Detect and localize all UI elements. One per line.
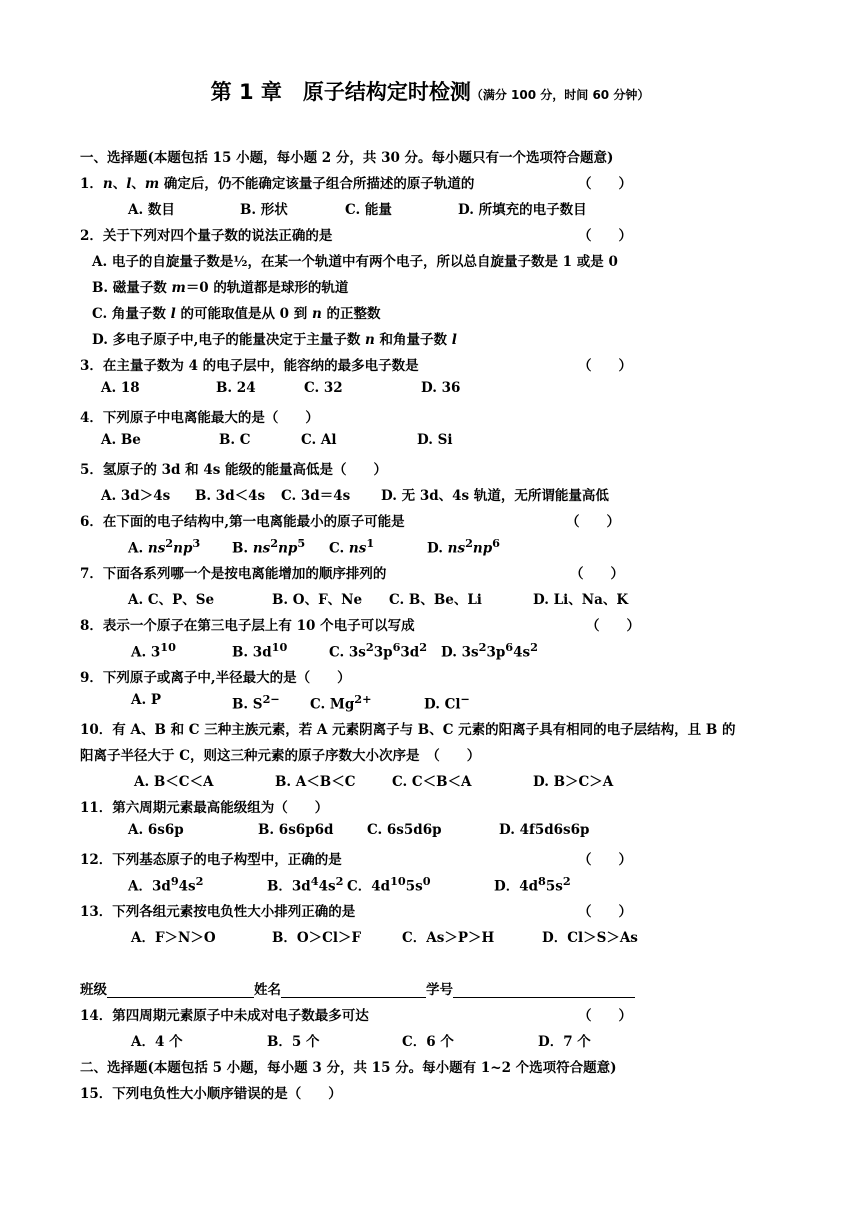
q1-option-b: B. 形状 (240, 202, 288, 218)
q2-option-a: A. 电子的自旋量子数是½，在某一个轨道中有两个电子，所以总自旋量子数是 1 或是 0 (92, 254, 618, 270)
q9-option-a: A. P (131, 692, 162, 708)
q11-option-c: C. 6s5d6p (367, 822, 442, 838)
q6-option-d: D. $ns^2np^6$ (427, 536, 500, 557)
q14-option-d: D．7 个 (538, 1034, 591, 1050)
q5-option-b: B. 3d＜4s (195, 488, 266, 504)
q3-option-c: C. 32 (304, 380, 343, 396)
q7-option-a: A. C、P、Se (128, 592, 215, 608)
name-label: 姓名 (254, 982, 281, 998)
question-12-stem: 12．下列基态原子的电子构型中，正确的是 (80, 852, 342, 868)
q14-option-b: B．5 个 (267, 1034, 320, 1050)
page-title (0, 76, 860, 106)
q3-option-b: B. 24 (216, 380, 256, 396)
q9-option-d: D. Cl− (424, 692, 470, 713)
q6-option-b: B. $ns^2np^5$ (232, 536, 306, 557)
q12-option-d: D．$4d^85s^2$ (494, 874, 571, 895)
answer-blank: （ ） (578, 228, 632, 244)
class-field[interactable] (107, 983, 254, 998)
q13-option-d: D．Cl＞S＞As (542, 930, 638, 946)
q13-option-c: C．As＞P＞H (402, 930, 495, 946)
answer-blank: （ ） (586, 618, 640, 634)
q10-option-b: B. A＜B＜C (275, 774, 356, 790)
q8-option-a: A. $3^{10}$ (131, 640, 176, 661)
q10-option-d: D. B＞C＞A (533, 774, 614, 790)
q11-option-a: A. 6s6p (128, 822, 184, 838)
student-id-field[interactable] (453, 983, 635, 998)
q1-option-d: D. 所填充的电子数目 (458, 202, 587, 218)
question-15-stem: 15．下列电负性大小顺序错误的是（ ） (80, 1086, 342, 1102)
question-5-stem: 5．氢原子的 3d 和 4s 能级的能量高低是（ ） (80, 462, 388, 478)
question-8-stem: 8．表示一个原子在第三电子层上有 10 个电子可以写成 (80, 618, 415, 634)
question-14-stem: 14．第四周期元素原子中未成对电子数最多可达 (80, 1008, 369, 1024)
q1-option-c: C. 能量 (345, 202, 392, 218)
question-3-stem: 3．在主量子数为 4 的电子层中，能容纳的最多电子数是 (80, 358, 419, 374)
q4-option-c: C. Al (301, 432, 337, 448)
q3-option-a: A. 18 (101, 380, 140, 396)
q11-option-d: D. 4f5d6s6p (499, 822, 590, 838)
q13-option-b: B．O＞Cl＞F (272, 930, 362, 946)
section-1-heading: 一、选择题(本题包括 15 小题，每小题 2 分，共 30 分。每小题只有一个选项符合题意) (80, 150, 614, 166)
title-main: 第 1 章 原子结构定时检测 (210, 80, 471, 104)
q7-option-b: B. O、F、Ne (272, 592, 363, 608)
q2-option-d: D. 多电子原子中,电子的能量决定于主量子数 n 和角量子数 l (92, 332, 457, 348)
q11-option-b: B. 6s6p6d (258, 822, 334, 838)
q5-option-c: C. 3d＝4s (281, 488, 351, 504)
question-13-stem: 13．下列各组元素按电负性大小排列正确的是 (80, 904, 356, 920)
answer-blank: （ ） (566, 514, 620, 530)
q12-option-c: C．$4d^{10}5s^0$ (347, 874, 431, 895)
q10-option-a: A. B＜C＜A (134, 774, 214, 790)
q12-option-a: A．$3d^94s^2$ (128, 874, 204, 895)
question-2-stem: 2．关于下列对四个量子数的说法正确的是 (80, 228, 333, 244)
answer-blank: （ ） (578, 1008, 632, 1024)
q4-option-b: B. C (219, 432, 251, 448)
question-10-stem-line2: 阳离子半径大于 C，则这三种元素的原子序数大小次序是 （ ） (80, 748, 481, 764)
student-info-line (80, 978, 635, 998)
q12-option-b: B．$3d^44s^2$ (267, 874, 344, 895)
q6-option-a: A. $ns^2np^3$ (128, 536, 201, 557)
q7-option-c: C. B、Be、Li (389, 592, 482, 608)
title-subtitle: （满分 100 分，时间 60 分钟） (470, 88, 650, 102)
answer-blank: （ ） (578, 176, 632, 192)
q13-option-a: A．F＞N＞O (131, 930, 216, 946)
q7-option-d: D. Li、Na、K (533, 592, 629, 608)
q4-option-a: A. Be (101, 432, 141, 448)
question-10-stem-line1: 10．有 A、B 和 C 三种主族元素，若 A 元素阴离子与 B、C 元素的阳离子具有相同的电子层结构，且 B 的 (80, 722, 736, 738)
q6-option-c: C. $ns^1$ (329, 536, 375, 557)
q8-option-c: C. $3s^23p^63d^2$ (329, 640, 428, 661)
answer-blank: （ ） (570, 566, 624, 582)
q9-option-b: B. $S^{2-}$ (232, 692, 280, 713)
q3-option-d: D. 36 (421, 380, 461, 396)
q2-option-c: C. 角量子数 l 的可能取值是从 0 到 n 的正整数 (92, 306, 381, 322)
question-1-stem: 1．n、l、m 确定后，仍不能确定该量子组合所描述的原子轨道的 (80, 176, 475, 192)
q8-option-b: B. $3d^{10}$ (232, 640, 288, 661)
section-2-heading: 二、选择题(本题包括 5 小题，每小题 3 分，共 15 分。每小题有 1~2 个选项符合题意) (80, 1060, 617, 1076)
question-4-stem: 4．下列原子中电离能最大的是（ ） (80, 410, 319, 426)
q14-option-c: C．6 个 (402, 1034, 454, 1050)
q8-option-d: D. $3s^23p^64s^2$ (441, 640, 538, 661)
q2-option-b: B. 磁量子数 m＝0 的轨道都是球形的轨道 (92, 280, 349, 296)
q10-option-c: C. C＜B＜A (392, 774, 472, 790)
question-7-stem: 7．下面各系列哪一个是按电离能增加的顺序排列的 (80, 566, 387, 582)
answer-blank: （ ） (578, 852, 632, 868)
answer-blank: （ ） (578, 904, 632, 920)
q5-option-a: A. 3d＞4s (101, 488, 171, 504)
answer-blank: （ ） (578, 358, 632, 374)
name-field[interactable] (281, 983, 426, 998)
student-id-label: 学号 (426, 982, 453, 998)
question-9-stem: 9．下列原子或离子中,半径最大的是（ ） (80, 670, 351, 686)
class-label: 班级 (80, 982, 107, 998)
q4-option-d: D. Si (417, 432, 453, 448)
q5-option-d: D. 无 3d、4s 轨道，无所谓能量高低 (381, 488, 609, 504)
q9-option-c: C. $Mg^{2+}$ (310, 692, 372, 713)
q1-option-a: A. 数目 (128, 202, 175, 218)
q14-option-a: A．4 个 (131, 1034, 183, 1050)
question-11-stem: 11．第六周期元素最高能级组为（ ） (80, 800, 329, 816)
question-6-stem: 6．在下面的电子结构中,第一电离能最小的原子可能是 (80, 514, 405, 530)
